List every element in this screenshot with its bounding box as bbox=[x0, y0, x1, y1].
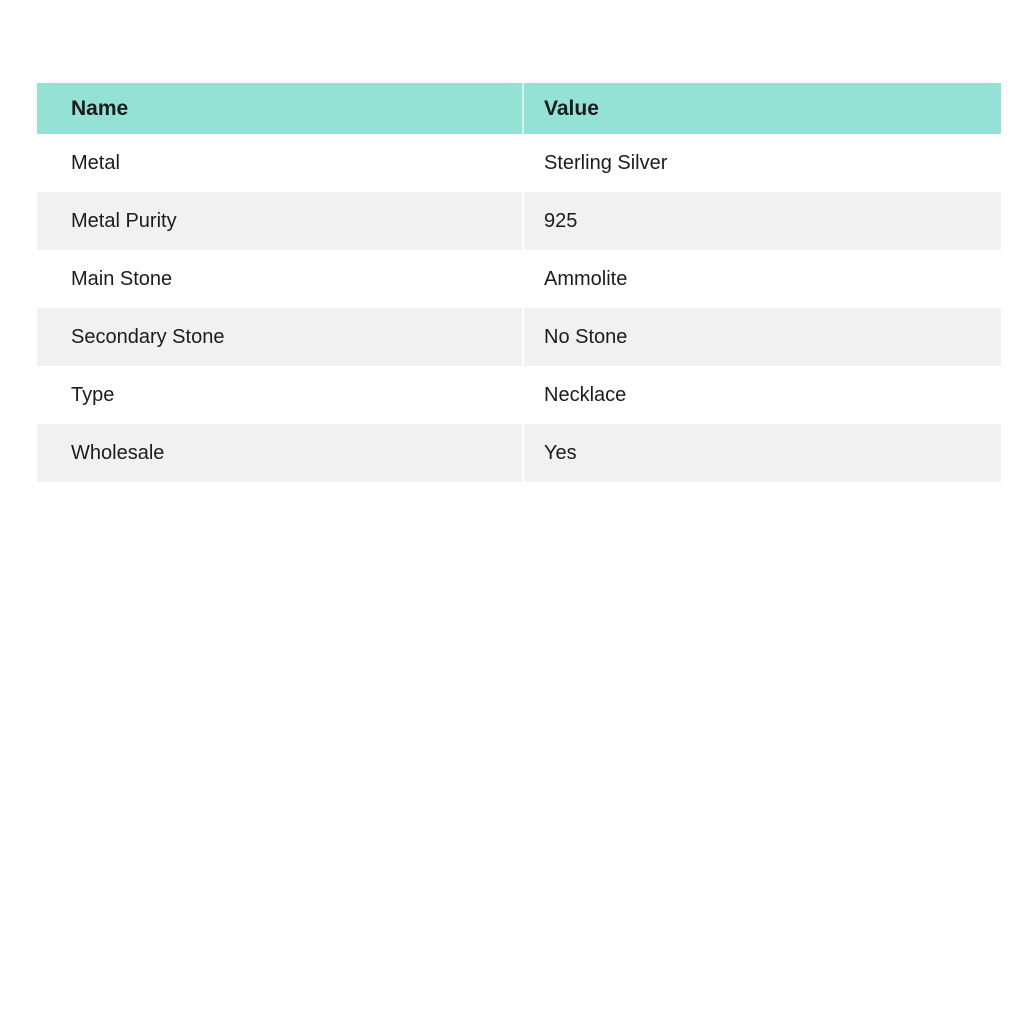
attribute-name: Metal bbox=[37, 134, 523, 192]
attribute-value: Yes bbox=[523, 424, 1001, 482]
attribute-name: Secondary Stone bbox=[37, 308, 523, 366]
attribute-value: Sterling Silver bbox=[523, 134, 1001, 192]
attribute-name: Metal Purity bbox=[37, 192, 523, 250]
attribute-name: Wholesale bbox=[37, 424, 523, 482]
table-row bbox=[37, 308, 1001, 366]
attribute-name: Type bbox=[37, 366, 523, 424]
attribute-value: 925 bbox=[523, 192, 1001, 250]
table-row bbox=[37, 134, 1001, 192]
table-header-row bbox=[37, 83, 1001, 134]
table-row bbox=[37, 192, 1001, 250]
product-attributes-table bbox=[37, 83, 1001, 482]
column-header-name: Name bbox=[37, 83, 523, 134]
table-row bbox=[37, 366, 1001, 424]
attribute-value: No Stone bbox=[523, 308, 1001, 366]
column-header-value: Value bbox=[523, 83, 1001, 134]
attribute-name: Main Stone bbox=[37, 250, 523, 308]
attribute-value: Ammolite bbox=[523, 250, 1001, 308]
table-row bbox=[37, 424, 1001, 482]
attribute-value: Necklace bbox=[523, 366, 1001, 424]
table-row bbox=[37, 250, 1001, 308]
